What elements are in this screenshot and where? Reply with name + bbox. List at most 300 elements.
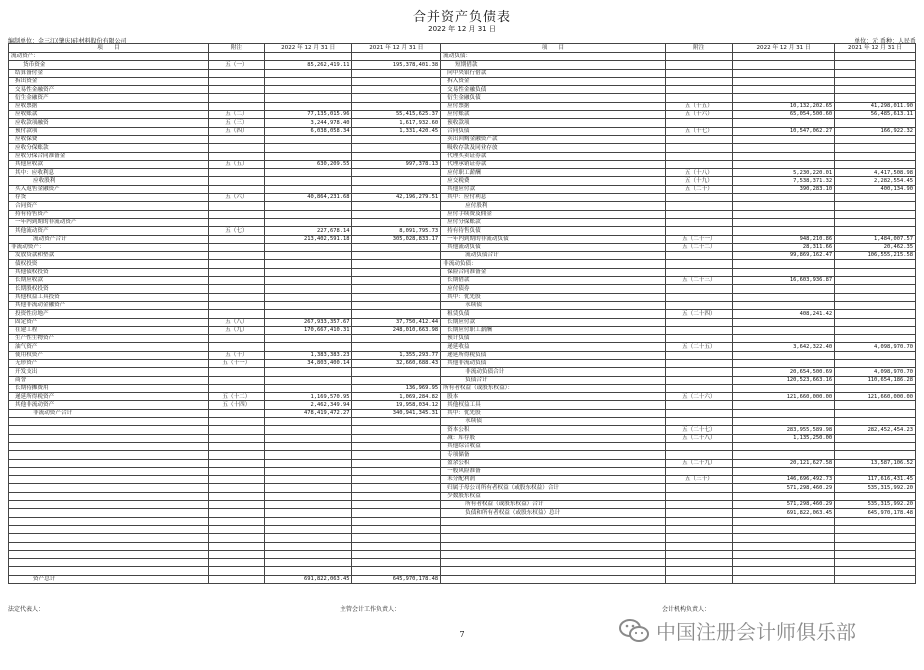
right-item-cell: 减：库存股 <box>441 434 666 442</box>
left-item-cell: 在建工程 <box>9 326 209 334</box>
right-value-2022-cell: 20,654,500.69 <box>732 368 834 376</box>
right-item-cell: 少数股东权益 <box>441 492 666 500</box>
right-value-2022-cell <box>732 335 834 343</box>
left-value-2022-cell <box>264 260 352 268</box>
page-title: 合并资产负债表 <box>412 10 511 25</box>
right-note-cell: 五（二十六） <box>665 393 732 401</box>
right-value-2022-cell <box>732 359 834 367</box>
left-item-cell: 商誉 <box>9 376 209 384</box>
right-value-2022-cell: 20,121,627.58 <box>732 459 834 467</box>
right-item-cell: 租赁负债 <box>441 310 666 318</box>
left-item-cell: 应收票据 <box>9 102 209 110</box>
left-value-2022-cell <box>264 426 352 434</box>
company-name: 编制单位：金三江(肇庆)硅材料股份有限公司 <box>8 38 127 45</box>
right-note-cell <box>665 252 732 260</box>
right-note-cell: 五（二十二） <box>665 243 732 251</box>
watermark-text: 中国注册会计师俱乐部 <box>656 620 856 644</box>
left-value-2022-cell <box>264 53 352 61</box>
right-value-2022-cell <box>732 559 834 567</box>
left-item-cell <box>9 442 209 450</box>
left-value-2021-cell <box>352 177 441 185</box>
left-value-2022-cell: 691,822,063.45 <box>264 575 352 583</box>
left-item-cell <box>9 467 209 475</box>
right-value-2022-cell <box>732 418 834 426</box>
right-value-2022-cell <box>732 467 834 475</box>
left-note-cell <box>208 542 264 550</box>
left-item-cell <box>9 492 209 500</box>
left-note-cell <box>208 467 264 475</box>
table-row <box>9 152 916 160</box>
right-item-cell: 交易性金融负债 <box>441 86 666 94</box>
right-value-2022-cell <box>732 534 834 542</box>
left-item-cell: 应收股利 <box>9 177 209 185</box>
left-note-cell <box>208 434 264 442</box>
right-value-2022-cell: 10,132,202.65 <box>732 102 834 110</box>
left-item-cell: 衍生金融资产 <box>9 94 209 102</box>
left-value-2021-cell: 1,617,932.60 <box>352 119 441 127</box>
table-row <box>9 218 916 226</box>
right-value-2022-cell <box>732 77 834 85</box>
left-value-2022-cell <box>264 434 352 442</box>
right-item-cell <box>441 517 666 525</box>
right-value-2022-cell <box>732 525 834 533</box>
left-value-2022-cell <box>264 69 352 77</box>
right-value-2022-cell: 120,523,663.16 <box>732 376 834 384</box>
left-note-cell <box>208 442 264 450</box>
table-row <box>9 102 916 110</box>
left-value-2022-cell <box>264 525 352 533</box>
right-note-cell <box>665 409 732 417</box>
right-value-2022-cell: 5,230,220.01 <box>732 169 834 177</box>
left-note-cell <box>208 202 264 210</box>
table-row <box>9 268 916 276</box>
right-value-2022-cell: 146,696,492.73 <box>732 476 834 484</box>
table-row <box>9 376 916 384</box>
right-value-2021-cell <box>835 335 916 343</box>
table-row <box>9 509 916 517</box>
left-note-cell <box>208 451 264 459</box>
table-row <box>9 384 916 392</box>
table-row <box>9 575 916 583</box>
left-note-cell <box>208 94 264 102</box>
left-value-2022-cell <box>264 550 352 558</box>
left-item-cell <box>9 542 209 550</box>
right-value-2021-cell <box>835 326 916 334</box>
right-note-cell: 五（三十） <box>665 476 732 484</box>
left-value-2021-cell: 997,378.13 <box>352 160 441 168</box>
left-value-2022-cell <box>264 218 352 226</box>
right-value-2022-cell: 1,135,250.00 <box>732 434 834 442</box>
right-value-2021-cell: 400,134.90 <box>835 185 916 193</box>
right-value-2021-cell: 645,970,178.48 <box>835 509 916 517</box>
left-value-2021-cell <box>352 459 441 467</box>
right-value-2021-cell <box>835 534 916 542</box>
left-value-2022-cell: 630,209.55 <box>264 160 352 168</box>
right-value-2022-cell <box>732 550 834 558</box>
left-value-2022-cell: 1,169,570.95 <box>264 393 352 401</box>
right-item-cell: 递延收益 <box>441 343 666 351</box>
right-item-cell: 其中：应付利息 <box>441 194 666 202</box>
right-value-2022-cell <box>732 53 834 61</box>
right-item-cell: 长期借款 <box>441 277 666 285</box>
left-value-2021-cell <box>352 484 441 492</box>
right-value-2021-cell <box>835 434 916 442</box>
left-value-2022-cell: 40,864,231.68 <box>264 194 352 202</box>
right-value-2021-cell: 4,098,970.70 <box>835 368 916 376</box>
left-value-2021-cell: 305,028,833.17 <box>352 235 441 243</box>
table-row <box>9 235 916 243</box>
left-item-cell <box>9 434 209 442</box>
right-value-2022-cell <box>732 318 834 326</box>
left-value-2022-cell <box>264 534 352 542</box>
right-value-2022-cell <box>732 293 834 301</box>
right-value-2021-cell <box>835 86 916 94</box>
left-value-2021-cell: 645,970,178.48 <box>352 575 441 583</box>
left-value-2022-cell <box>264 301 352 309</box>
left-note-cell <box>208 252 264 260</box>
table-row <box>9 542 916 550</box>
left-value-2022-cell: 85,262,419.11 <box>264 61 352 69</box>
left-item-cell: 应收款项融资 <box>9 119 209 127</box>
left-item-cell: 其他权益工具投资 <box>9 293 209 301</box>
right-note-cell <box>665 359 732 367</box>
right-value-2021-cell <box>835 467 916 475</box>
left-value-2021-cell <box>352 525 441 533</box>
left-value-2021-cell <box>352 53 441 61</box>
right-item-cell: 其中：优先股 <box>441 293 666 301</box>
left-value-2022-cell <box>264 418 352 426</box>
right-item-cell: 吸收存款及同业存放 <box>441 144 666 152</box>
left-value-2022-cell <box>264 135 352 143</box>
right-value-2022-cell: 390,283.10 <box>732 185 834 193</box>
left-note-cell <box>208 376 264 384</box>
left-item-cell <box>9 509 209 517</box>
left-value-2022-cell <box>264 343 352 351</box>
left-item-cell: 长期待摊费用 <box>9 384 209 392</box>
left-value-2021-cell <box>352 218 441 226</box>
table-row <box>9 127 916 135</box>
left-note-cell <box>208 218 264 226</box>
right-value-2021-cell: 117,616,431.45 <box>835 476 916 484</box>
left-value-2021-cell <box>352 268 441 276</box>
left-value-2021-cell <box>352 368 441 376</box>
left-item-cell: 使用权资产 <box>9 351 209 359</box>
left-value-2021-cell <box>352 135 441 143</box>
table-row <box>9 77 916 85</box>
right-note-cell <box>665 260 732 268</box>
right-value-2022-cell: 28,311.66 <box>732 243 834 251</box>
table-row <box>9 434 916 442</box>
right-value-2021-cell <box>835 418 916 426</box>
right-value-2021-cell <box>835 77 916 85</box>
right-value-2022-cell: 571,298,460.29 <box>732 484 834 492</box>
left-value-2021-cell: 32,660,688.43 <box>352 359 441 367</box>
right-note-cell <box>665 467 732 475</box>
right-note-cell <box>665 318 732 326</box>
table-row <box>9 94 916 102</box>
right-item-cell: 所有者权益（或股东权益）： <box>441 384 666 392</box>
left-value-2022-cell <box>264 102 352 110</box>
table-row <box>9 285 916 293</box>
right-note-cell <box>665 94 732 102</box>
right-value-2022-cell <box>732 451 834 459</box>
left-value-2021-cell <box>352 534 441 542</box>
left-note-cell: 五（七） <box>208 227 264 235</box>
right-item-cell: 归属于母公司所有者权益（或股东权益）合计 <box>441 484 666 492</box>
balance-sheet-table <box>8 43 916 584</box>
right-value-2022-cell <box>732 135 834 143</box>
right-item-cell: 向中央银行借款 <box>441 69 666 77</box>
right-item-cell: 其中：优先股 <box>441 409 666 417</box>
right-note-cell <box>665 376 732 384</box>
left-note-cell <box>208 575 264 583</box>
left-value-2022-cell <box>264 442 352 450</box>
left-note-cell <box>208 243 264 251</box>
right-item-cell: 一年内到期的非流动负债 <box>441 235 666 243</box>
right-value-2022-cell <box>732 492 834 500</box>
left-value-2022-cell <box>264 252 352 260</box>
left-value-2021-cell <box>352 285 441 293</box>
table-row <box>9 517 916 525</box>
table-row <box>9 451 916 459</box>
left-item-cell: 应收保费 <box>9 135 209 143</box>
right-value-2021-cell <box>835 310 916 318</box>
right-item-cell: 持有待售负债 <box>441 227 666 235</box>
right-note-cell: 五（十九） <box>665 177 732 185</box>
right-value-2022-cell <box>732 218 834 226</box>
left-item-cell: 预付款项 <box>9 127 209 135</box>
right-note-cell <box>665 525 732 533</box>
wechat-icon <box>618 617 650 645</box>
left-item-cell: 资产总计 <box>9 575 209 583</box>
left-value-2021-cell: 340,941,345.31 <box>352 409 441 417</box>
left-note-cell <box>208 335 264 343</box>
left-value-2021-cell <box>352 169 441 177</box>
table-row <box>9 550 916 558</box>
left-value-2021-cell <box>352 451 441 459</box>
left-note-cell: 五（三） <box>208 119 264 127</box>
right-item-cell: 应付手续费及佣金 <box>441 210 666 218</box>
left-item-cell <box>9 418 209 426</box>
right-item-cell: 应付票据 <box>441 102 666 110</box>
right-value-2022-cell <box>732 517 834 525</box>
right-value-2021-cell <box>835 268 916 276</box>
left-item-cell: 货币资金 <box>9 61 209 69</box>
right-note-cell <box>665 567 732 575</box>
table-header-row <box>9 44 916 53</box>
header-2021-left: 2021 年 12 月 31 日 <box>352 44 441 53</box>
right-item-cell: 其他权益工具 <box>441 401 666 409</box>
table-row <box>9 277 916 285</box>
left-note-cell: 五（四） <box>208 127 264 135</box>
left-item-cell: 非流动资产合计 <box>9 409 209 417</box>
right-item-cell: 永续债 <box>441 301 666 309</box>
right-item-cell: 保险合同准备金 <box>441 268 666 276</box>
table-row <box>9 318 916 326</box>
right-note-cell <box>665 77 732 85</box>
left-note-cell <box>208 525 264 533</box>
left-value-2022-cell: 213,402,591.18 <box>264 235 352 243</box>
right-value-2022-cell <box>732 575 834 583</box>
left-value-2021-cell <box>352 301 441 309</box>
left-item-cell: 其他流动资产 <box>9 227 209 235</box>
left-note-cell <box>208 102 264 110</box>
right-value-2021-cell <box>835 277 916 285</box>
right-note-cell <box>665 268 732 276</box>
table-row <box>9 194 916 202</box>
left-value-2021-cell <box>352 335 441 343</box>
left-item-cell: 一年内到期的非流动资产 <box>9 218 209 226</box>
right-note-cell <box>665 144 732 152</box>
right-item-cell: 其他非流动负债 <box>441 359 666 367</box>
header-item-left: 项 目 <box>9 44 209 53</box>
left-value-2021-cell <box>352 467 441 475</box>
left-value-2022-cell <box>264 86 352 94</box>
left-item-cell <box>9 517 209 525</box>
left-value-2022-cell <box>264 293 352 301</box>
right-item-cell <box>441 559 666 567</box>
header-2021-right: 2021 年 12 月 31 日 <box>835 44 916 53</box>
left-note-cell <box>208 426 264 434</box>
table-row <box>9 343 916 351</box>
right-item-cell: 短期借款 <box>441 61 666 69</box>
left-value-2022-cell: 6,038,058.34 <box>264 127 352 135</box>
left-item-cell <box>9 559 209 567</box>
right-value-2021-cell: 166,922.32 <box>835 127 916 135</box>
right-item-cell <box>441 550 666 558</box>
right-item-cell <box>441 575 666 583</box>
right-value-2021-cell: 13,587,106.52 <box>835 459 916 467</box>
left-note-cell <box>208 310 264 318</box>
right-value-2022-cell <box>732 542 834 550</box>
left-item-cell: 油气资产 <box>9 343 209 351</box>
left-value-2021-cell <box>352 434 441 442</box>
right-value-2022-cell <box>732 442 834 450</box>
right-note-cell <box>665 442 732 450</box>
left-value-2022-cell <box>264 501 352 509</box>
right-note-cell <box>665 542 732 550</box>
table-row <box>9 559 916 567</box>
right-item-cell: 预收款项 <box>441 119 666 127</box>
left-value-2022-cell <box>264 77 352 85</box>
left-value-2021-cell <box>352 185 441 193</box>
right-value-2022-cell <box>732 210 834 218</box>
right-item-cell: 长期应付职工薪酬 <box>441 326 666 334</box>
left-value-2022-cell: 34,803,400.14 <box>264 359 352 367</box>
right-value-2022-cell <box>732 61 834 69</box>
left-value-2021-cell <box>352 310 441 318</box>
right-value-2022-cell <box>732 285 834 293</box>
right-value-2022-cell <box>732 160 834 168</box>
left-item-cell: 应收分保合同准备金 <box>9 152 209 160</box>
left-value-2021-cell <box>352 202 441 210</box>
right-value-2021-cell <box>835 401 916 409</box>
left-note-cell <box>208 384 264 392</box>
left-value-2022-cell <box>264 285 352 293</box>
table-row <box>9 442 916 450</box>
left-note-cell <box>208 169 264 177</box>
right-note-cell <box>665 227 732 235</box>
left-note-cell <box>208 69 264 77</box>
left-note-cell <box>208 177 264 185</box>
left-item-cell <box>9 476 209 484</box>
right-value-2021-cell <box>835 69 916 77</box>
right-value-2021-cell <box>835 492 916 500</box>
table-row <box>9 210 916 218</box>
table-row <box>9 53 916 61</box>
table-row <box>9 393 916 401</box>
right-value-2021-cell <box>835 384 916 392</box>
right-note-cell <box>665 451 732 459</box>
left-note-cell <box>208 567 264 575</box>
page-number: 7 <box>459 630 465 639</box>
left-value-2022-cell: 1,383,383.23 <box>264 351 352 359</box>
left-note-cell <box>208 368 264 376</box>
left-value-2022-cell <box>264 467 352 475</box>
right-value-2021-cell: 2,282,554.45 <box>835 177 916 185</box>
left-item-cell: 长期股权投资 <box>9 285 209 293</box>
left-value-2021-cell <box>352 243 441 251</box>
right-value-2021-cell <box>835 94 916 102</box>
left-note-cell: 五（十一） <box>208 359 264 367</box>
right-value-2021-cell <box>835 218 916 226</box>
table-row <box>9 567 916 575</box>
table-row <box>9 185 916 193</box>
left-item-cell: 拆出资金 <box>9 77 209 85</box>
left-note-cell <box>208 476 264 484</box>
left-item-cell <box>9 484 209 492</box>
right-value-2021-cell <box>835 152 916 160</box>
left-value-2021-cell: 42,196,279.51 <box>352 194 441 202</box>
right-value-2021-cell <box>835 260 916 268</box>
table-row <box>9 534 916 542</box>
right-value-2022-cell <box>732 384 834 392</box>
right-note-cell <box>665 69 732 77</box>
left-note-cell <box>208 293 264 301</box>
right-value-2022-cell: 121,660,000.00 <box>732 393 834 401</box>
right-value-2022-cell <box>732 69 834 77</box>
left-note-cell <box>208 144 264 152</box>
right-value-2021-cell: 121,660,000.00 <box>835 393 916 401</box>
left-note-cell <box>208 509 264 517</box>
right-value-2021-cell <box>835 409 916 417</box>
left-item-cell <box>9 567 209 575</box>
left-item-cell: 开发支出 <box>9 368 209 376</box>
header-item-right: 项 目 <box>441 44 666 53</box>
right-value-2022-cell: 99,869,162.47 <box>732 252 834 260</box>
right-value-2021-cell <box>835 550 916 558</box>
left-value-2022-cell <box>264 169 352 177</box>
right-item-cell: 专项储备 <box>441 451 666 459</box>
left-item-cell: 流动资产合计 <box>9 235 209 243</box>
right-note-cell: 五（二十五） <box>665 343 732 351</box>
right-note-cell: 五（十八） <box>665 169 732 177</box>
left-value-2021-cell <box>352 102 441 110</box>
right-value-2021-cell <box>835 135 916 143</box>
right-note-cell: 五（十六） <box>665 111 732 119</box>
table-row <box>9 69 916 77</box>
left-item-cell: 应收账款 <box>9 111 209 119</box>
right-value-2022-cell <box>732 152 834 160</box>
left-value-2022-cell <box>264 484 352 492</box>
left-item-cell: 其他非流动金融资产 <box>9 301 209 309</box>
right-value-2021-cell <box>835 293 916 301</box>
right-item-cell: 流动负债： <box>441 53 666 61</box>
left-item-cell: 其他债权投资 <box>9 268 209 276</box>
currency-unit: 单位：元 币种：人民币 <box>854 38 916 45</box>
right-value-2022-cell: 16,603,936.87 <box>732 277 834 285</box>
left-value-2022-cell <box>264 94 352 102</box>
